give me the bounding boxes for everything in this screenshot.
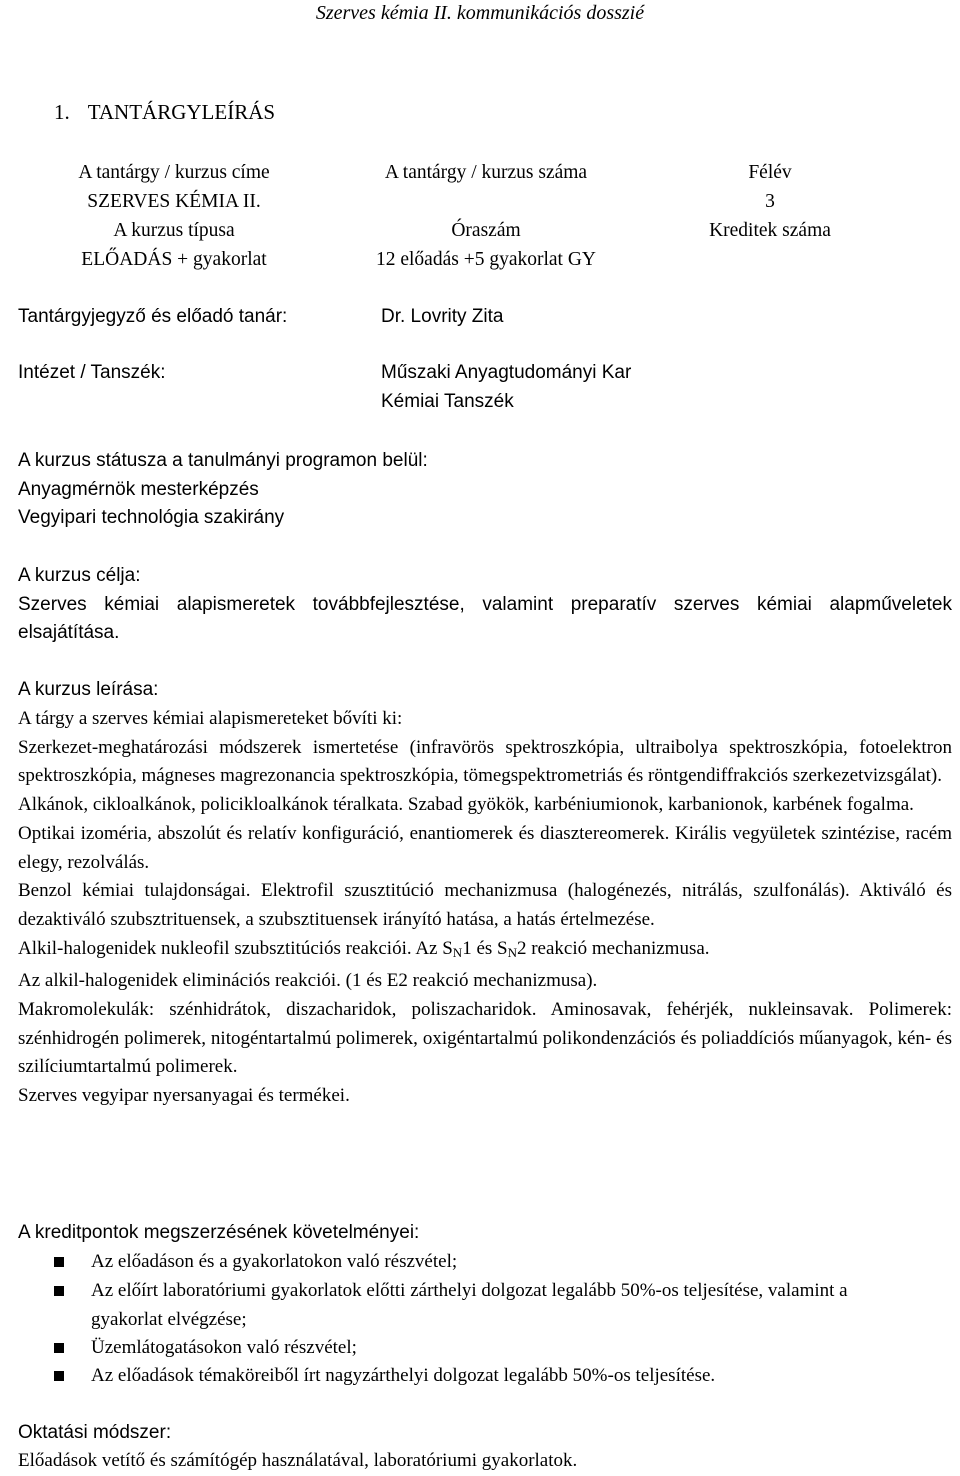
list-item: Az előadások témaköreiből írt nagyzárthelyi dolgozat legalább 50%-os teljesítése. [54,1362,934,1391]
status-label: A kurzus státusza a tanulmányi programon belül: [18,450,428,471]
description-label: A kurzus leírása: [18,679,159,700]
description-paragraph: Az alkil-halogenidek eliminációs reakciói. (1 és E2 reakció mechanizmusa). [18,970,598,992]
section-number: 1. [54,100,70,124]
methods-label: Oktatási módszer: [18,1422,172,1443]
goal-text: Szerves kémiai alapismeretek továbbfejlesztése, valamint preparatív szerves kémiai alapműveletek elsajátítása. [18,593,952,644]
bullet-square-icon [54,1257,64,1267]
institute-label: Intézet / Tanszék: [18,362,166,383]
table-row [18,187,898,216]
table-cell: A kurzus típusa [113,220,235,241]
page-header: Szerves kémia II. kommunikációs dosszié [315,2,645,24]
description-paragraph: Benzol kémiai tulajdonságai. Elektrofil szusztitúció mechanizmusa (halogénezés, nitrálás, szulfonálás). Aktiváló és dezaktiváló szubsztrituensek, a szubsztituensek irányító hatása, a hatás értelmezése. [18,880,952,930]
section-title [54,100,275,125]
description-paragraph: Makromolekulák: szénhidrátok, diszacharidok, poliszacharidok. Aminosavak, fehérjék, nukleinsavak. Polimerek: szénhidrogén polimerek, nitogéntartalmú polimerek, oxigéntartalmú polikondenzációs és poliaddíciós műanyagok, kén- és szilíciumtartalmú polimerek. [18,999,952,1078]
table-cell: 3 [765,191,775,212]
table-cell: ELŐADÁS + gyakorlat [81,249,267,270]
description-intro: A tárgy a szerves kémiai alapismereteket bővíti ki: [18,708,403,729]
bullet-square-icon [54,1371,64,1381]
description-body [18,705,952,1111]
table-cell: A tantárgy / kurzus száma [384,162,588,183]
description-paragraph: Alkánok, cikloalkánok, policikloalkánok téralkata. Szabad gyökök, karbéniumionok, karbanionok, karbének fogalma. [18,794,914,816]
table-cell: Kreditek száma [709,220,831,241]
description-paragraph: Alkil-halogenidek nukleofil szubsztitúciós reakciói. Az $S_N1$ és $S_N2$ reakció mechanizmusa. [18,937,710,960]
table-cell: Félév [748,162,792,183]
status-section [18,447,952,533]
table-cell: Óraszám [451,220,521,241]
bullet-square-icon [54,1286,64,1296]
course-info-table [18,158,898,274]
description-paragraph: Szerkezet-meghatározási módszerek ismertetése (infravörös spektroszkópia, ultraibolya spektroszkópia, fotoelektron spektroszkópia, mágneses magrezonancia spektroszkópia, tömegspektrometriás és röntgendiffrakciós szerkezetvizsgálat). [18,736,952,787]
list-item: Az előadáson és a gyakorlatokon való részvétel; [54,1248,934,1277]
table-row [18,216,898,245]
methods-text: Előadások vetítő és számítógép használatával, laboratóriumi gyakorlatok. [18,1450,578,1471]
table-cell: SZERVES KÉMIA II. [87,191,261,212]
goal-label: A kurzus célja: [18,565,141,586]
status-program: Anyagmérnök mesterképzés [18,478,259,500]
description-paragraph: Szerves vegyipar nyersanyagai és termékei. [18,1085,350,1107]
table-cell: 12 előadás +5 gyakorlat GY [375,249,597,270]
table-row [18,245,898,274]
list-item: Az előírt laboratóriumi gyakorlatok előtti zárthelyi dolgozat legalább 50%-os teljesítése, valamint a gyakorlat elvégzése; [54,1277,934,1334]
status-specialization: Vegyipari technológia szakirány [18,507,285,529]
list-item: Üzemlátogatásokon való részvétel; [54,1334,934,1363]
institute-department: Kémiai Tanszék [381,391,514,412]
table-cell [330,187,642,216]
section-heading: TANTÁRGYLEÍRÁS [87,100,276,124]
table-cell [642,245,898,274]
teacher-label: Tantárgyjegyző és előadó tanár: [18,306,288,327]
bullet-square-icon [54,1343,64,1353]
teacher-name: Dr. Lovrity Zita [381,306,504,327]
table-row [18,158,898,187]
institute-faculty: Műszaki Anyagtudományi Kar [381,362,632,383]
table-cell: A tantárgy / kurzus címe [78,162,270,183]
description-paragraph: Optikai izoméria, abszolút és relatív konfiguráció, enantiomerek és diasztereomerek. Királis vegyületek szintézise, racém elegy, rezolválás. [18,822,952,873]
credits-label: A kreditpontok megszerzésének követelményei: [18,1222,420,1243]
goal-section [18,562,952,648]
